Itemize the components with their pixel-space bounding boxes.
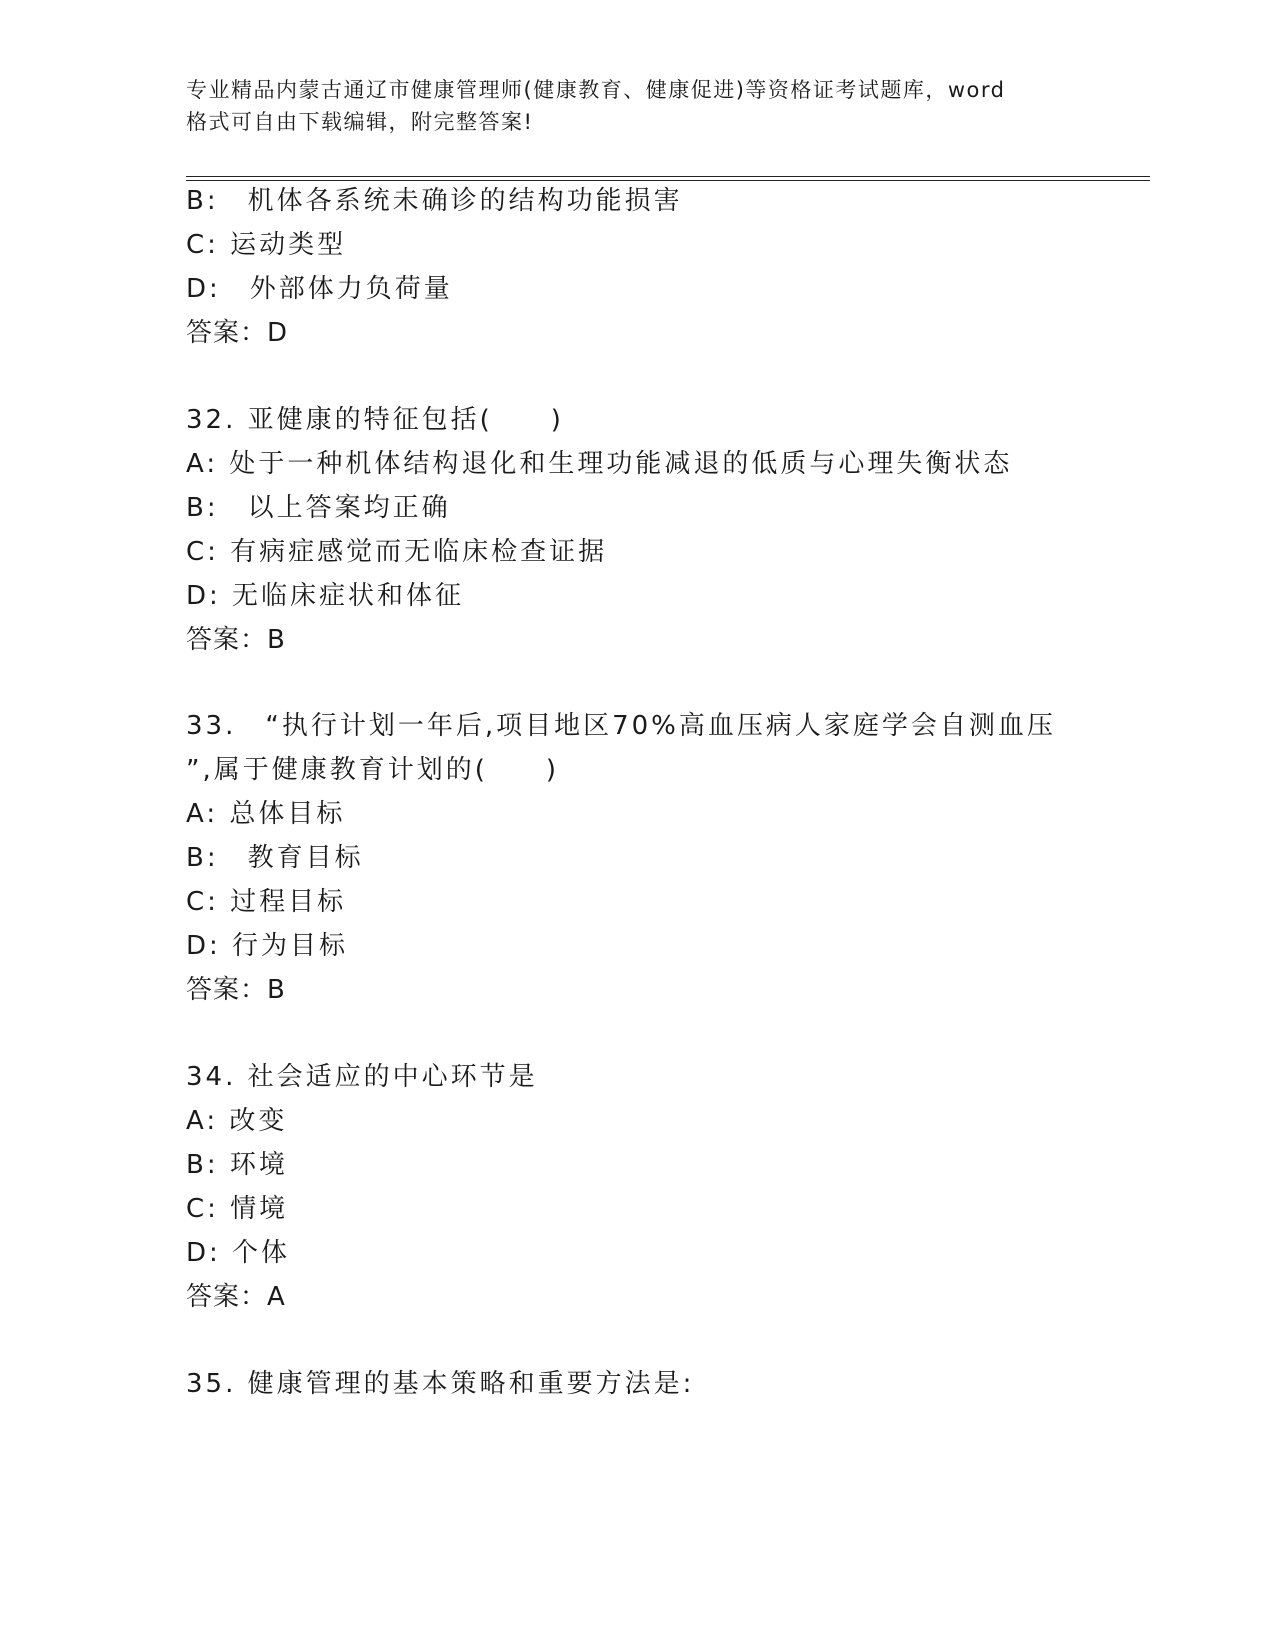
q31-option-d: D: 外部体力负荷量	[186, 274, 453, 304]
q32-answer: 答案：B	[186, 625, 286, 655]
q32-option-a: A: 处于一种机体结构退化和生理功能减退的低质与心理失衡状态	[186, 449, 1013, 479]
q34-option-d: D: 个体	[186, 1238, 291, 1268]
q31-answer: 答案：D	[186, 318, 289, 348]
q34-option-a: A: 改变	[186, 1106, 288, 1136]
q32-option-b: B: 以上答案均正确	[186, 493, 451, 523]
header-line-2: 格式可自由下载编辑，附完整答案!	[186, 110, 534, 134]
q31-option-c: C: 运动类型	[186, 230, 347, 260]
q32-stem: 32. 亚健康的特征包括( )	[186, 405, 564, 435]
q31-option-b: B: 机体各系统未确诊的结构功能损害	[186, 186, 683, 216]
document-header	[186, 74, 1086, 138]
q34-answer: 答案：A	[186, 1282, 286, 1312]
q33-option-a: A: 总体目标	[186, 799, 346, 829]
header-line-1: 专业精品内蒙古通辽市健康管理师(健康教育、健康促进)等资格证考试题库，word	[186, 78, 1006, 102]
q34-option-b: B: 环境	[186, 1150, 288, 1180]
header-divider	[186, 176, 1150, 181]
q33-option-d: D: 行为目标	[186, 931, 349, 961]
q33-stem-line-1: 33. “执行计划一年后,项目地区70%高血压病人家庭学会自测血压	[186, 711, 1056, 741]
q33-stem-line-2: ”,属于健康教育计划的( )	[186, 755, 560, 785]
q34-option-c: C: 情境	[186, 1194, 289, 1224]
q34-stem: 34. 社会适应的中心环节是	[186, 1062, 538, 1092]
q33-answer: 答案：B	[186, 975, 286, 1005]
q35-stem: 35. 健康管理的基本策略和重要方法是:	[186, 1369, 695, 1399]
q32-option-d: D: 无临床症状和体征	[186, 581, 465, 611]
q33-option-c: C: 过程目标	[186, 887, 347, 917]
q33-option-b: B: 教育目标	[186, 843, 364, 873]
q32-option-c: C: 有病症感觉而无临床检查证据	[186, 537, 608, 567]
